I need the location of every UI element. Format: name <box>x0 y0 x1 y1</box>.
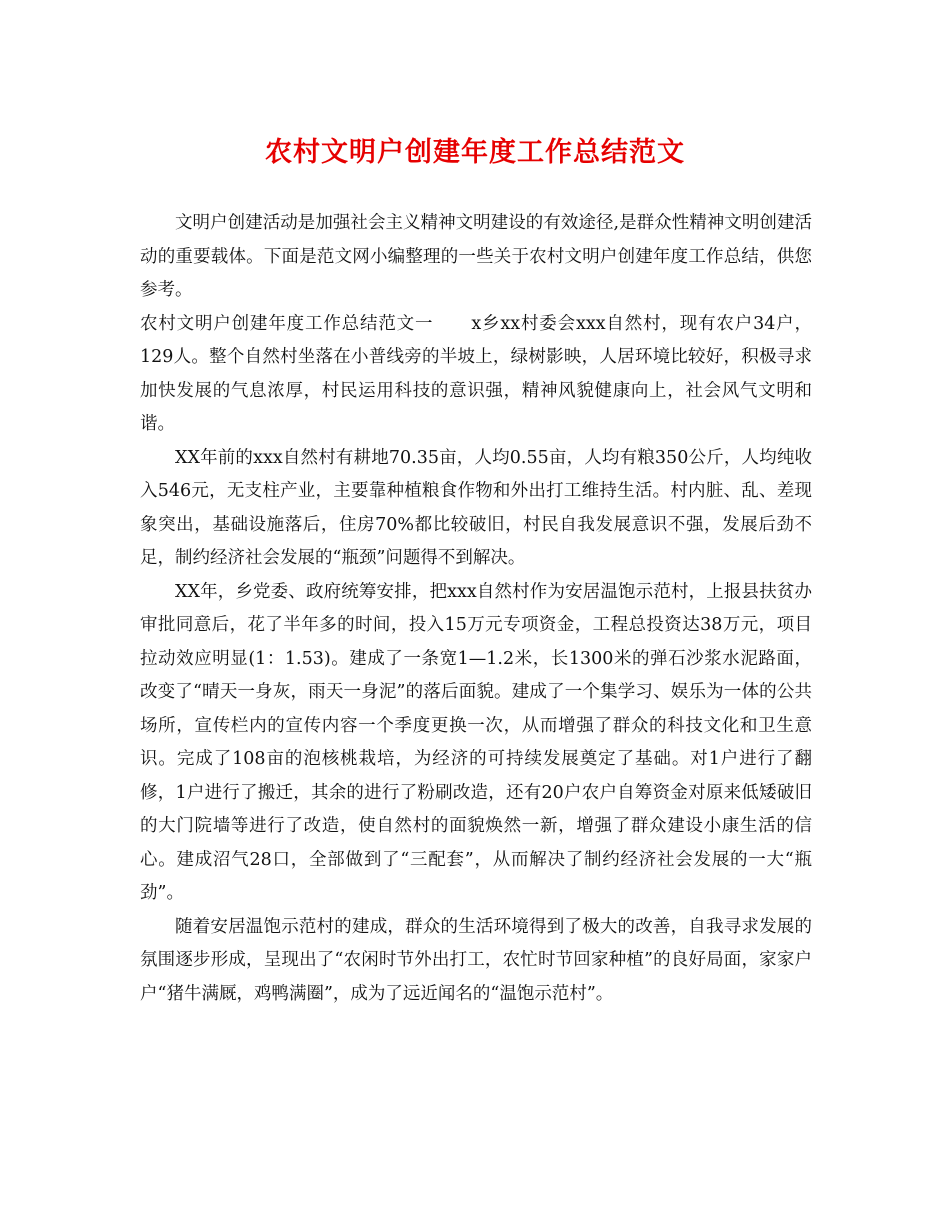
paragraph-results: 随着安居温饱示范村的建成，群众的生活环境得到了极大的改善，自我寻求发展的氛围逐步形成，呈现出了“农闲时节外出打工，农忙时节回家种植”的良好局面，家家户户“猪牛满厩，鸡鸭满圈”，成为了远近闻名的“温饱示范村”。 <box>140 916 812 1004</box>
paragraph-construction: XX年，乡党委、政府统筹安排，把xxx自然村作为安居温饱示范村，上报县扶贫办审批同意后，花了半年多的时间，投入15万元专项资金，工程总投资达38万元，项目拉动效应明显(1：1.53)。建成了一条宽1—1.2米，长1300米的弹石沙浆水泥路面，改变了“晴天一身灰，雨天一身泥”的落后面貌。建成了一个集学习、娱乐为一体的公共场所，宣传栏内的宣传内容一个季度更换一次，从而增强了群众的科技文化和卫生意识。完成了108亩的泡核桃栽培，为经济的可持续发展奠定了基础。对1户进行了翻修，1户进行了搬迁，其余的进行了粉刷改造，还有20户农户自筹资金对原来低矮破旧的大门院墙等进行了改造，使自然村的面貌焕然一新，增强了群众建设小康生活的信心。建成沼气28口，全部做到了“三配套”，从而解决了制约经济社会发展的一大“瓶劲”。 <box>140 581 812 903</box>
document-title: 农村文明户创建年度工作总结范文 <box>265 137 685 168</box>
intro-paragraph: 文明户创建活动是加强社会主义精神文明建设的有效途径,是群众性精神文明创建活动的重要载体。下面是范文网小编整理的一些关于农村文明户创建年度工作总结，供您参考。 <box>140 213 812 300</box>
section-one-paragraph <box>140 308 812 442</box>
section-first-text: x乡xx村委会xxx自然村，现有农户34户，129人。整个自然村坐落在小普线旁的半坡上，绿树影映，人居环境比较好，积极寻求加快发展的气息浓厚，村民运用科技的意识强，精神风貌健康向上，社会风气文明和谐。 <box>140 313 813 434</box>
paragraph-history: XX年前的xxx自然村有耕地70.35亩，人均0.55亩，人均有粮350公斤，人均纯收入546元，无支柱产业，主要靠种植粮食作物和外出打工维持生活。村内脏、乱、差现象突出，基础设施落后，住房70%都比较破旧，村民自我发展意识不强，发展后劲不足，制约经济社会发展的“瓶颈”问题得不到解决。 <box>140 447 812 568</box>
document-body <box>140 207 812 1011</box>
section-heading: 农村文明户创建年度工作总结范文一 <box>140 313 434 334</box>
